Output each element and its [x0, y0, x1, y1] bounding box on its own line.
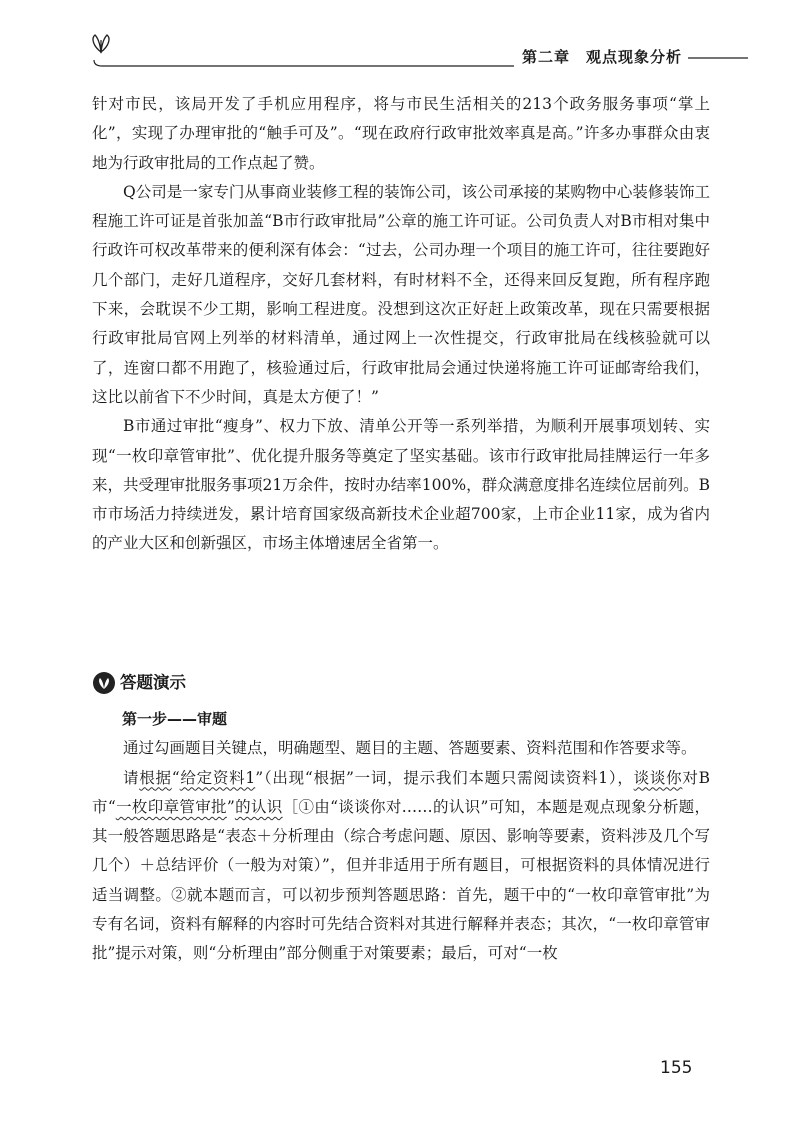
section-title: 答题演示	[120, 673, 186, 692]
material-text	[92, 90, 710, 559]
paragraph: 针对市民，该局开发了手机应用程序，将与市民生活相关的213个政务服务事项“掌上化”，实现了办理审批的“触手可及”。“现在政府行政审批效率真是高。”许多办事群众由衷地为行政审批局的工作点起了赞。	[92, 95, 710, 172]
text-run: ”（出现“根据”一词，提示我们本题只需阅读资料1），	[255, 768, 634, 787]
keyword-underline: 根据	[139, 768, 172, 787]
text-run: “	[171, 768, 180, 787]
paragraph: Q公司是一家专门从事商业装修工程的装饰公司，该公司承接的某购物中心装修装饰工程施工许可证是首张加盖“B市行政审批局”公章的施工许可证。公司负责人对B市相对集中行政许可权改革带来的便利深有体会：“过去，公司办理一个项目的施工许可，往往要跑好几个部门，走好几道程序，交好几套材料，有时材料不全，还得来回反复跑，所有程序跑下来，会耽误不少工期，影响工程进度。没想到这次正好赶上政策改革，现在只需要根据行政审批局官网上列举的材料清单，通过网上一次性提交，行政审批局在线核验就可以了，连窗口都不用跑了，核验通过后，行政审批局会通过快递将施工许可证邮寄给我们，这比以前省下不少时间，真是太方便了！”	[92, 182, 710, 406]
leaf-logo-icon	[88, 32, 114, 56]
page-number: 155	[660, 1058, 693, 1078]
answer-demo-text	[92, 705, 710, 969]
text-run: 对B市“	[92, 768, 710, 816]
keyword-underline: 谈谈你	[633, 768, 683, 787]
chapter-title: 第二章 观点现象分析	[516, 46, 688, 67]
section-badge-icon	[92, 671, 116, 695]
keyword-underline: 给定资料1	[179, 768, 256, 787]
question-analysis	[92, 764, 710, 969]
paragraph: 通过勾画题目关键点，明确题型、题目的主题、答题要素、资料范围和作答要求等。	[123, 739, 697, 758]
paragraph: B市通过审批“瘦身”、权力下放、清单公开等一系列举措，为顺利开展事项划转、实现“一枚印章管审批”、优化提升服务等奠定了坚实基础。该市行政审批局挂牌运行一年多来，共受理审批服务事项21万余件，按时办结率100%，群众满意度排名连续位居前列。B市市场活力持续迸发，累计培育国家级高新技术企业超700家，上市企业11家，成为省内的产业大区和创新强区，市场主体增速居全省第一。	[92, 417, 710, 553]
page-header	[88, 32, 748, 68]
text-run: ”	[226, 797, 235, 816]
keyword-underline: 一枚印章管审批	[115, 797, 227, 816]
text-run: 请	[123, 768, 140, 787]
keyword-underline: 的认识	[234, 797, 283, 816]
text-run: ［①由“谈谈你对……的认识”可知，本题是观点现象分析题，其一般答题思路是“表态＋分析理由（综合考虑问题、原因、影响等要素，资料涉及几个写几个）＋总结评价（一般为对策）”，但并非适用于所有题目，可根据资料的具体情况进行适当调整。②就本题而言，可以初步预判答题思路：首先，题干中的“一枚印章管审批”为专有名词，资料有解释的内容时可先结合资料对其进行解释并表态；其次，“一枚印章管审批”提示对策，则“分析理由”部分侧重于对策要素；最后，可对“一枚	[92, 797, 710, 963]
step-title: 第一步——审题	[122, 710, 228, 728]
